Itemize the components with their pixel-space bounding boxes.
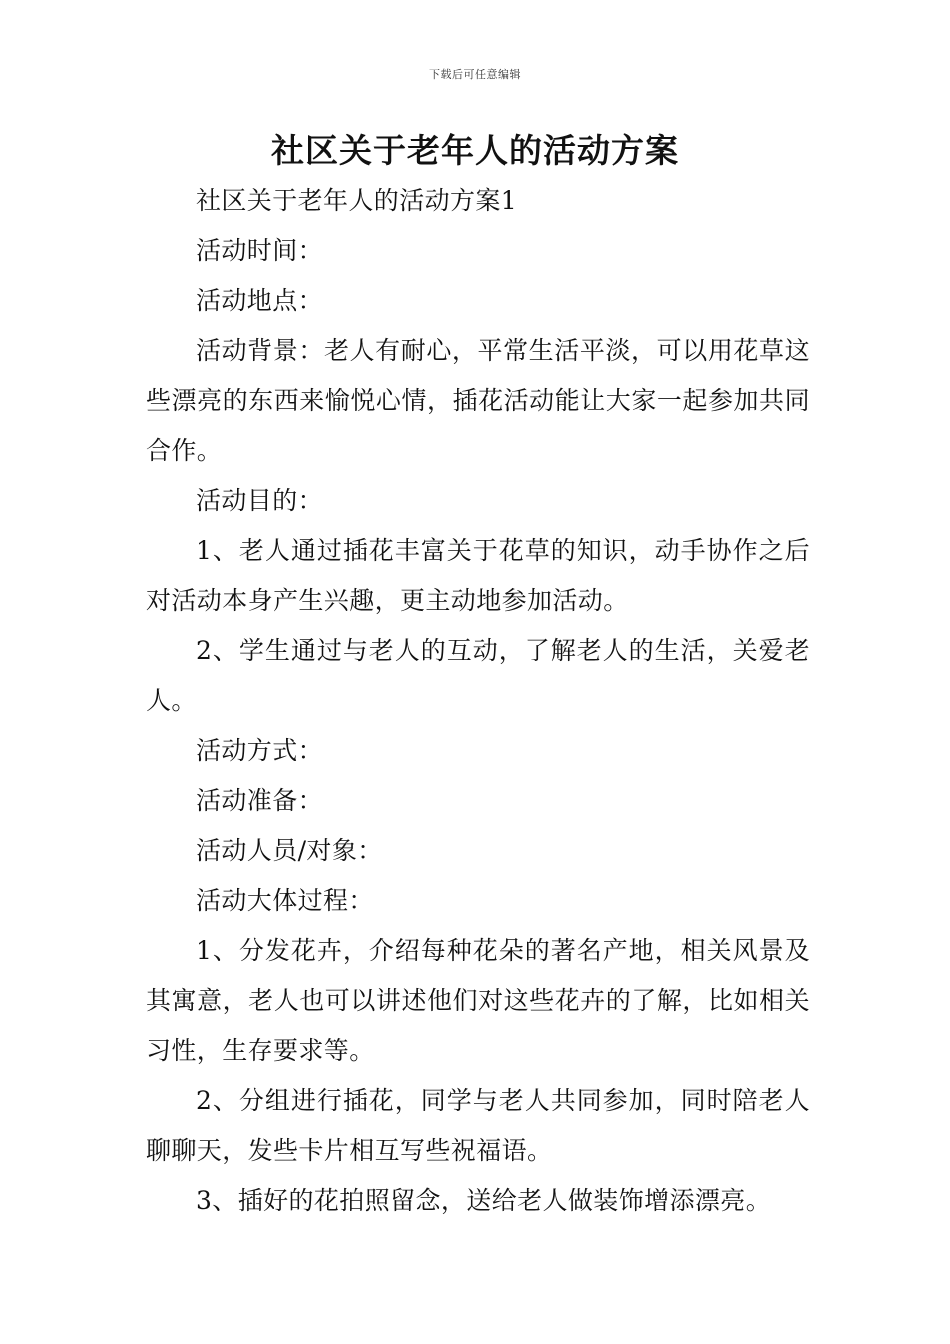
process-step-1: 1、分发花卉，介绍每种花朵的著名产地，相关风景及其寓意，老人也可以讲述他们对这些花卉的了解，比如相关习性，生存要求等。 — [146, 936, 810, 1065]
activity-purpose-heading: 活动目的： — [196, 486, 324, 515]
plan-subtitle: 社区关于老年人的活动方案1 — [196, 186, 518, 215]
purpose-item-2: 2、学生通过与老人的互动，了解老人的生活，关爱老人。 — [146, 636, 810, 715]
purpose-item-1: 1、老人通过插花丰富关于花草的知识，动手协作之后对活动本身产生兴趣，更主动地参加活动。 — [146, 536, 810, 615]
activity-time: 活动时间： — [196, 236, 324, 265]
activity-preparation: 活动准备： — [196, 786, 324, 815]
activity-background: 活动背景：老人有耐心，平常生活平淡，可以用花草这些漂亮的东西来愉悦心情，插花活动能让大家一起参加共同合作。 — [146, 336, 810, 465]
document-body — [146, 176, 810, 1226]
activity-method: 活动方式： — [196, 736, 324, 765]
header-note: 下载后可任意编辑 — [429, 68, 521, 81]
activity-location: 活动地点： — [196, 286, 324, 315]
document-title: 社区关于老年人的活动方案 — [271, 131, 679, 170]
process-step-3: 3、插好的花拍照留念，送给老人做装饰增添漂亮。 — [196, 1186, 772, 1215]
process-step-2: 2、分组进行插花，同学与老人共同参加，同时陪老人聊聊天，发些卡片相互写些祝福语。 — [146, 1086, 810, 1165]
activity-process-heading: 活动大体过程： — [196, 886, 374, 915]
activity-participants: 活动人员/对象： — [196, 836, 383, 865]
